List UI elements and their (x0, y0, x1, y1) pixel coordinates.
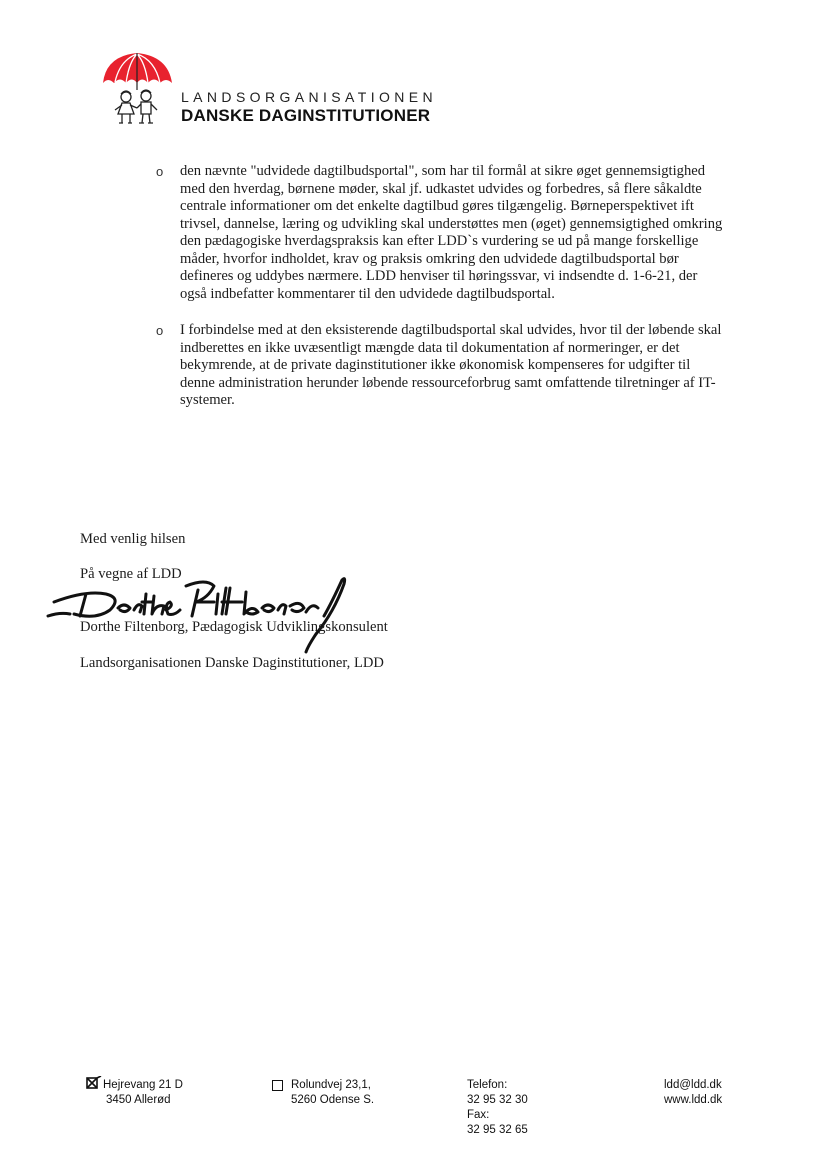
bullet-paragraph (180, 322, 721, 410)
fax-label: Fax: (467, 1109, 490, 1121)
paragraph-line: den pædagogiske hverdagspraksis kan efter LDD`s vurdering se ud på mange forskellige (180, 233, 699, 249)
bullet-marker: o (156, 323, 164, 338)
footer-contact-numbers (467, 1078, 528, 1138)
paragraph-line: denne administration herunder løbende ressourceforbrug samt omfattende tilretninger af IT- (180, 374, 716, 391)
empty-checkbox-icon (272, 1080, 283, 1091)
signer-name-title: Dorthe Filtenborg, Pædagogisk Udviklingskonsulent (80, 619, 388, 635)
address-city: 3450 Allerød (106, 1094, 171, 1106)
paragraph-line: defineres og uddybes nærmere. LDD henviser til høringssvar, vi indsendte d. 1-6-21, der (180, 268, 698, 284)
paragraph-line: den nævnte "udvidede dagtilbudsportal", som har til formål at sikre øget gennemsigtighed (180, 163, 706, 179)
fax-value: 32 95 32 65 (467, 1124, 528, 1136)
handwritten-signature (46, 572, 356, 660)
phone-value: 32 95 32 30 (467, 1094, 528, 1106)
greeting: Med venlig hilsen (80, 531, 186, 547)
paragraph-line: I forbindelse med at den eksisterende dagtilbudsportal skal udvides, hvor til der løbende skal (180, 322, 722, 338)
child-figure-right (137, 90, 157, 123)
phone-label: Telefon: (467, 1079, 508, 1091)
org-name-line2: DANSKE DAGINSTITUTIONER (181, 106, 431, 125)
website-link[interactable]: www.ldd.dk (664, 1094, 723, 1106)
organization-name: Landsorganisationen Danske Daginstitutioner, LDD (80, 655, 384, 671)
footer-address-allerod (103, 1078, 183, 1108)
paragraph-line: trivsel, dannelse, læring og udvikling skal understøttes men (øget) gennemsigtighed omkring (180, 215, 723, 232)
footer-web-contact (664, 1078, 722, 1108)
paragraph-line: med den hverdag, børnene møder, skal jf. udkastet udvides og forbedres, så flere såkaldte (180, 180, 702, 197)
bullet-paragraph (180, 163, 722, 303)
paragraph-line: centrale informationer om det enkelte dagtilbud gøres tilgængelig. Børneperspektivet ift (180, 198, 694, 214)
fax-row (467, 1108, 528, 1138)
paragraph-line: måder, hvorfor indholdet, krav og praksis omkring den udvidede dagtilbudsportal bør (180, 250, 679, 267)
paragraph-line: indberettes en ikke uvæsentligt mængde data til dokumentation af normeringer, er det (180, 339, 680, 356)
bullet-marker: o (156, 164, 164, 179)
paragraph-line: også indbefatter kommentarer til den udvidede dagtilbudsportal. (180, 285, 555, 302)
email-link[interactable]: ldd@ldd.dk (664, 1079, 722, 1091)
address-street: Hejrevang 21 D (103, 1079, 183, 1091)
ldd-logo (100, 50, 175, 128)
on-behalf-line: På vegne af LDD (80, 566, 182, 582)
paragraph-line: bekymrende, at de private daginstitutioner ikke økonomisk kompenseres for udgifter til (180, 357, 691, 373)
phone-row (467, 1078, 528, 1108)
footer-address-odense (291, 1078, 374, 1108)
org-name-line1: LANDSORGANISATIONEN (181, 89, 438, 105)
child-figure-left (115, 91, 137, 123)
address-city: 5260 Odense S. (291, 1094, 375, 1106)
address-street: Rolundvej 23,1, (291, 1079, 371, 1091)
checked-box-icon (86, 1076, 102, 1090)
paragraph-line: systemer. (180, 392, 235, 408)
